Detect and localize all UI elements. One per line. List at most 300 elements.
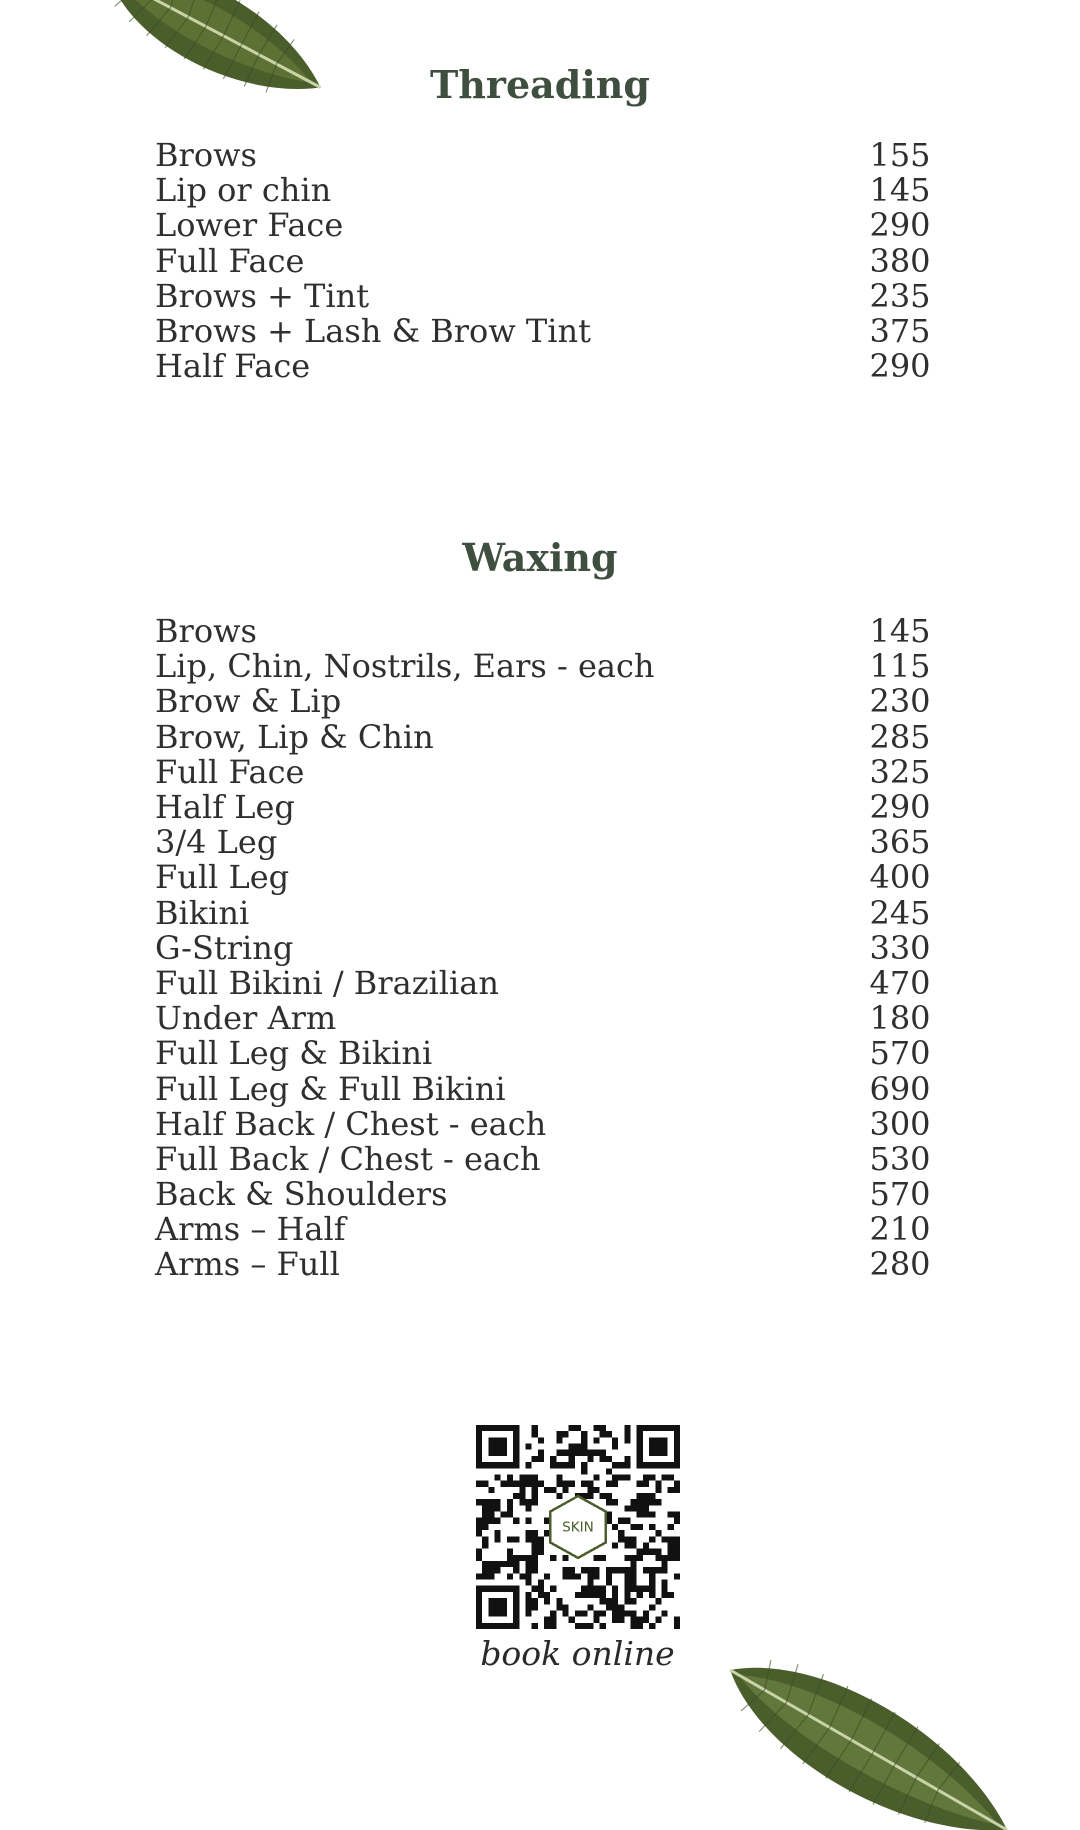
qr-module	[649, 1623, 655, 1629]
qr-module	[593, 1573, 599, 1579]
qr-module	[532, 1530, 538, 1536]
qr-module	[532, 1481, 538, 1487]
qr-module	[661, 1567, 667, 1573]
qr-module	[674, 1549, 680, 1555]
qr-module	[482, 1518, 488, 1524]
qr-module	[525, 1573, 531, 1579]
qr-module	[649, 1437, 668, 1456]
qr-module	[575, 1450, 581, 1456]
qr-module	[631, 1610, 637, 1616]
price-row	[155, 684, 940, 719]
qr-module	[482, 1505, 488, 1511]
service-name: Half Face	[155, 347, 311, 386]
qr-module	[525, 1536, 531, 1542]
book-online-caption: book online	[480, 1634, 675, 1673]
qr-module	[532, 1555, 538, 1561]
service-price: 155	[869, 136, 931, 175]
service-name: Bikini	[155, 893, 250, 932]
qr-module	[674, 1481, 680, 1487]
qr-module	[612, 1598, 618, 1604]
qr-module	[581, 1481, 587, 1487]
qr-module	[488, 1437, 507, 1456]
qr-module	[532, 1567, 538, 1573]
qr-module	[476, 1499, 482, 1505]
qr-module	[612, 1617, 618, 1623]
service-name: Full Back / Chest - each	[155, 1139, 541, 1178]
qr-module	[593, 1425, 599, 1431]
qr-module	[655, 1617, 661, 1623]
qr-module	[674, 1573, 680, 1579]
qr-module	[643, 1542, 649, 1548]
qr-module	[606, 1580, 612, 1586]
qr-module	[600, 1586, 606, 1592]
qr-module	[593, 1617, 599, 1623]
qr-module	[624, 1536, 630, 1542]
qr-module	[593, 1437, 599, 1443]
qr-module	[507, 1499, 513, 1505]
qr-module	[618, 1617, 624, 1623]
qr-module	[649, 1493, 655, 1499]
qr-module	[649, 1592, 655, 1598]
qr-module	[606, 1456, 612, 1462]
qr-module	[532, 1598, 538, 1604]
qr-module	[674, 1512, 680, 1518]
price-row	[155, 1036, 940, 1071]
qr-module	[624, 1425, 630, 1431]
qr-module	[587, 1604, 593, 1610]
qr-module	[532, 1623, 538, 1629]
service-name: Full Bikini / Brazilian	[155, 963, 499, 1002]
price-row	[155, 614, 940, 649]
qr-module	[556, 1598, 562, 1604]
qr-module	[655, 1530, 661, 1536]
qr-module	[525, 1505, 531, 1511]
service-name: Full Face	[155, 752, 305, 791]
qr-module	[507, 1549, 513, 1555]
qr-module	[600, 1450, 606, 1456]
qr-module	[618, 1530, 624, 1536]
qr-module	[488, 1505, 494, 1511]
qr-module	[476, 1549, 482, 1555]
qr-module	[643, 1493, 649, 1499]
qr-module	[606, 1573, 612, 1579]
qr-module	[544, 1573, 550, 1579]
service-price: 325	[869, 752, 931, 791]
price-row	[155, 208, 940, 243]
qr-module	[600, 1493, 606, 1499]
qr-module	[525, 1481, 531, 1487]
price-row	[155, 790, 940, 825]
qr-module	[649, 1549, 655, 1555]
qr-module	[606, 1499, 612, 1505]
qr-module	[525, 1604, 531, 1610]
qr-module	[587, 1487, 593, 1493]
qr-module	[538, 1542, 544, 1548]
qr-module	[668, 1487, 674, 1493]
qr-module	[532, 1425, 538, 1431]
price-row	[155, 314, 940, 349]
qr-module	[643, 1505, 649, 1511]
qr-module	[556, 1431, 562, 1437]
qr-module	[495, 1561, 501, 1567]
qr-module	[624, 1474, 630, 1480]
service-name: Full Face	[155, 241, 305, 280]
qr-module	[488, 1598, 507, 1617]
service-name: Lip or chin	[155, 171, 332, 210]
qr-module	[525, 1598, 531, 1604]
qr-module	[618, 1610, 624, 1616]
qr-module	[643, 1474, 649, 1480]
service-name: Back & Shoulders	[155, 1175, 448, 1214]
service-price: 115	[869, 647, 931, 686]
qr-module	[637, 1549, 643, 1555]
qr-module	[637, 1586, 643, 1592]
qr-module	[624, 1567, 630, 1573]
qr-module	[649, 1474, 655, 1480]
qr-module	[618, 1518, 624, 1524]
qr-module	[649, 1512, 655, 1518]
qr-module	[593, 1610, 599, 1616]
qr-module	[569, 1573, 575, 1579]
price-row	[155, 963, 940, 1002]
qr-module	[488, 1518, 494, 1524]
qr-module	[556, 1462, 562, 1468]
skin-logo-text: SKIN	[562, 1519, 594, 1536]
qr-module	[525, 1592, 531, 1598]
qr-module	[507, 1512, 513, 1518]
qr-module	[581, 1450, 587, 1456]
qr-module	[587, 1567, 593, 1573]
qr-module	[612, 1474, 618, 1480]
qr-module	[606, 1468, 612, 1474]
qr-module	[476, 1481, 482, 1487]
qr-module	[649, 1536, 655, 1542]
qr-module	[519, 1487, 525, 1493]
qr-module	[563, 1573, 569, 1579]
qr-module	[600, 1425, 606, 1431]
qr-module	[501, 1512, 507, 1518]
qr-module	[488, 1499, 494, 1505]
qr-module	[488, 1567, 494, 1573]
qr-module	[569, 1425, 575, 1431]
qr-module	[637, 1592, 643, 1598]
service-price: 300	[869, 1104, 931, 1143]
qr-module	[618, 1604, 624, 1610]
price-row	[155, 825, 940, 860]
price-row	[155, 928, 940, 967]
service-name: Brows + Lash & Brow Tint	[155, 312, 591, 351]
qr-module	[581, 1468, 587, 1474]
qr-module	[624, 1462, 630, 1468]
qr-module	[482, 1481, 488, 1487]
qr-module	[593, 1487, 599, 1493]
qr-module	[587, 1456, 593, 1462]
qr-module	[643, 1617, 649, 1623]
qr-module	[569, 1456, 575, 1462]
qr-module	[482, 1536, 488, 1542]
qr-module	[519, 1499, 525, 1505]
qr-module	[476, 1555, 482, 1561]
service-name: Arms – Half	[155, 1210, 346, 1249]
service-price: 570	[869, 1175, 931, 1214]
qr-module	[513, 1493, 519, 1499]
threading-price-list	[155, 138, 940, 384]
qr-module	[556, 1604, 562, 1610]
qr-module	[631, 1505, 637, 1511]
price-row	[155, 1247, 940, 1282]
qr-module	[507, 1561, 513, 1567]
qr-module	[618, 1567, 624, 1573]
service-name: Half Leg	[155, 788, 295, 827]
qr-module	[525, 1555, 531, 1561]
qr-module	[618, 1474, 624, 1480]
service-price: 290	[869, 347, 931, 386]
qr-module	[507, 1536, 513, 1542]
qr-module	[661, 1586, 667, 1592]
qr-module	[661, 1561, 667, 1567]
qr-module	[655, 1598, 661, 1604]
qr-code-icon[interactable]	[476, 1425, 680, 1629]
qr-module	[643, 1586, 649, 1592]
qr-module	[612, 1524, 618, 1530]
qr-module	[513, 1555, 519, 1561]
qr-module	[532, 1493, 538, 1499]
price-row	[155, 1001, 940, 1036]
qr-module	[532, 1499, 538, 1505]
qr-module	[668, 1512, 674, 1518]
qr-module	[507, 1573, 513, 1579]
service-name: 3/4 Leg	[155, 823, 278, 862]
price-row	[155, 717, 940, 756]
service-name: Brows	[155, 136, 257, 175]
qr-module	[482, 1567, 488, 1573]
qr-module	[563, 1481, 569, 1487]
qr-module	[661, 1536, 667, 1542]
qr-module	[495, 1505, 501, 1511]
qr-module	[668, 1555, 674, 1561]
qr-module	[501, 1561, 507, 1567]
qr-module	[631, 1586, 637, 1592]
service-price: 330	[869, 928, 931, 967]
qr-module	[624, 1610, 630, 1616]
qr-module	[674, 1487, 680, 1493]
qr-module	[507, 1555, 513, 1561]
qr-module	[674, 1542, 680, 1548]
service-name: Brows	[155, 612, 257, 651]
qr-module	[637, 1512, 643, 1518]
qr-module	[538, 1549, 544, 1555]
qr-module	[550, 1555, 556, 1561]
qr-module	[544, 1487, 550, 1493]
qr-module	[668, 1542, 674, 1548]
price-row	[155, 173, 940, 208]
qr-module	[624, 1437, 630, 1443]
qr-module	[538, 1592, 544, 1598]
qr-module	[563, 1431, 569, 1437]
qr-module	[550, 1623, 556, 1629]
qr-module	[587, 1573, 593, 1579]
price-row	[155, 893, 940, 932]
qr-module	[637, 1524, 643, 1530]
qr-module	[649, 1580, 655, 1586]
qr-module	[668, 1524, 674, 1530]
qr-module	[482, 1512, 488, 1518]
qr-module	[569, 1481, 575, 1487]
price-row	[155, 752, 940, 791]
service-price: 210	[869, 1210, 931, 1249]
qr-module	[643, 1549, 649, 1555]
qr-module	[563, 1450, 569, 1456]
qr-module	[525, 1561, 531, 1567]
qr-module	[513, 1518, 519, 1524]
qr-module	[581, 1431, 587, 1437]
qr-module	[544, 1623, 550, 1629]
service-name: G-String	[155, 928, 294, 967]
qr-module	[538, 1437, 544, 1443]
price-row	[155, 1212, 940, 1247]
qr-module	[624, 1580, 630, 1586]
qr-module	[606, 1493, 612, 1499]
price-row	[155, 138, 940, 173]
qr-module	[525, 1610, 531, 1616]
qr-module	[593, 1567, 599, 1573]
qr-module	[618, 1462, 624, 1468]
qr-module	[550, 1586, 556, 1592]
qr-module	[476, 1524, 482, 1530]
qr-module	[674, 1536, 680, 1542]
service-price: 235	[869, 276, 931, 315]
qr-module	[525, 1518, 531, 1524]
qr-module	[637, 1481, 643, 1487]
qr-module	[637, 1499, 643, 1505]
qr-module	[569, 1444, 575, 1450]
service-name: Under Arm	[155, 999, 337, 1038]
qr-module	[556, 1474, 562, 1480]
price-row	[155, 276, 940, 315]
qr-module	[612, 1604, 618, 1610]
qr-module	[556, 1481, 562, 1487]
qr-module	[593, 1586, 599, 1592]
qr-module	[643, 1567, 649, 1573]
qr-module	[581, 1586, 587, 1592]
qr-module	[587, 1580, 593, 1586]
price-row	[155, 349, 940, 384]
qr-module	[482, 1573, 488, 1579]
qr-module	[587, 1493, 593, 1499]
banana-leaf-icon	[700, 1660, 1020, 1830]
qr-module	[661, 1610, 667, 1616]
qr-module	[550, 1610, 556, 1616]
qr-module	[563, 1567, 569, 1573]
qr-module	[631, 1555, 637, 1561]
qr-module	[612, 1567, 618, 1573]
qr-module	[569, 1617, 575, 1623]
qr-module	[495, 1474, 501, 1480]
qr-module	[668, 1549, 674, 1555]
qr-module	[538, 1580, 544, 1586]
qr-module	[612, 1499, 618, 1505]
service-price: 365	[869, 823, 931, 862]
qr-module	[606, 1604, 612, 1610]
qr-module	[550, 1617, 556, 1623]
qr-module	[674, 1518, 680, 1524]
qr-module	[661, 1580, 667, 1586]
qr-module	[476, 1573, 482, 1579]
qr-module	[612, 1444, 618, 1450]
qr-module	[495, 1530, 501, 1536]
qr-module	[668, 1536, 674, 1542]
qr-module	[556, 1437, 562, 1443]
qr-module	[495, 1518, 501, 1524]
qr-module	[593, 1555, 599, 1561]
qr-module	[488, 1512, 494, 1518]
qr-module	[624, 1555, 630, 1561]
qr-module	[532, 1586, 538, 1592]
service-name: Brow & Lip	[155, 682, 342, 721]
qr-module	[519, 1481, 525, 1487]
qr-module	[593, 1474, 599, 1480]
qr-module	[525, 1567, 531, 1573]
qr-module	[532, 1536, 538, 1542]
qr-module	[525, 1580, 531, 1586]
qr-module	[624, 1586, 630, 1592]
qr-module	[482, 1499, 488, 1505]
price-row	[155, 860, 940, 895]
qr-module	[631, 1499, 637, 1505]
qr-module	[538, 1481, 544, 1487]
qr-module	[575, 1623, 581, 1629]
qr-module	[563, 1487, 569, 1493]
qr-module	[631, 1524, 637, 1530]
qr-module	[668, 1474, 674, 1480]
service-name: Full Leg	[155, 858, 290, 897]
qr-module	[513, 1567, 519, 1573]
service-price: 145	[869, 171, 931, 210]
qr-module	[643, 1499, 649, 1505]
qr-module	[612, 1586, 618, 1592]
qr-module	[507, 1474, 513, 1480]
qr-module	[482, 1524, 488, 1530]
qr-module	[488, 1487, 494, 1493]
qr-module	[581, 1462, 587, 1468]
qr-module	[544, 1617, 550, 1623]
qr-module	[532, 1474, 538, 1480]
qr-module	[519, 1493, 525, 1499]
qr-module	[655, 1487, 661, 1493]
qr-module	[612, 1542, 618, 1548]
qr-module	[519, 1555, 525, 1561]
qr-module	[587, 1623, 593, 1629]
qr-module	[649, 1604, 655, 1610]
qr-module	[612, 1610, 618, 1616]
qr-module	[655, 1567, 661, 1573]
qr-module	[631, 1598, 637, 1604]
qr-module	[501, 1481, 507, 1487]
qr-module	[519, 1474, 525, 1480]
qr-module	[612, 1462, 618, 1468]
qr-module	[488, 1561, 494, 1567]
qr-module	[600, 1456, 606, 1462]
service-price: 690	[869, 1069, 931, 1108]
qr-module	[655, 1549, 661, 1555]
qr-module	[513, 1561, 519, 1567]
qr-module	[587, 1592, 593, 1598]
service-price: 180	[869, 999, 931, 1038]
service-name: Half Back / Chest - each	[155, 1104, 547, 1143]
qr-module	[661, 1474, 667, 1480]
threading-title: Threading	[430, 62, 650, 107]
qr-module	[637, 1555, 643, 1561]
